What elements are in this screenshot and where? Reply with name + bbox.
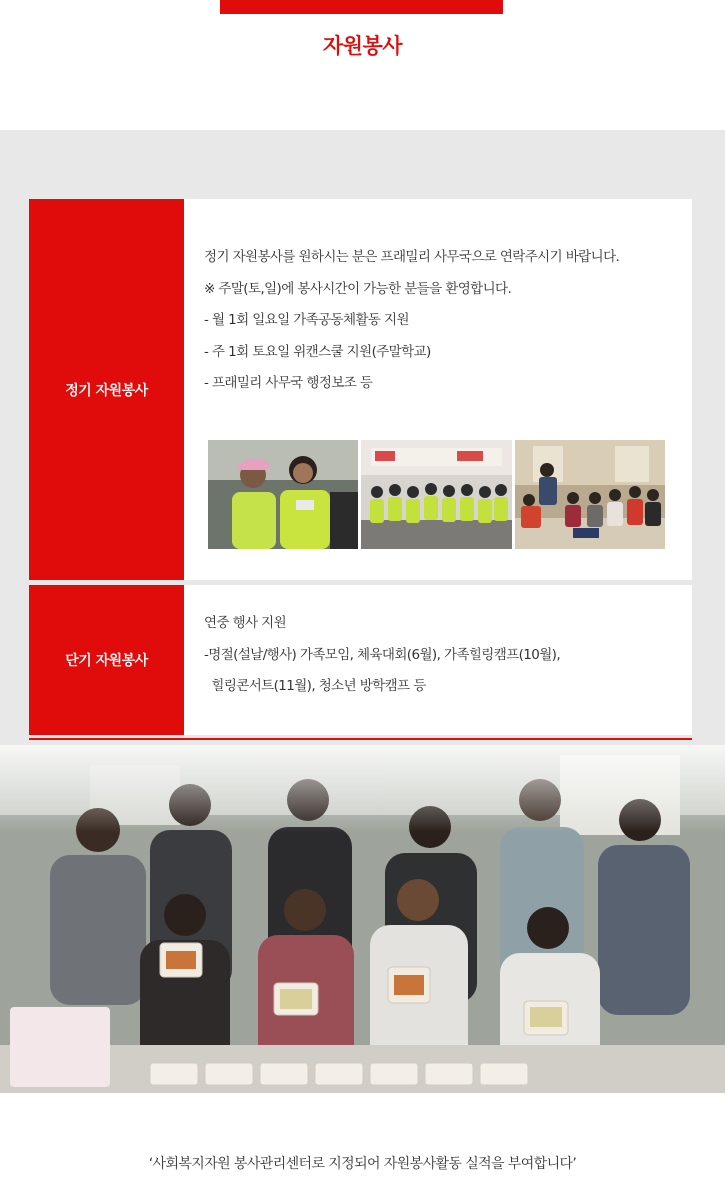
- section-divider: [29, 738, 692, 740]
- regular-line-notice: ※ 주말(토,일)에 봉사시간이 가능한 분들을 환영합니다.: [204, 280, 512, 297]
- short-term-line-intro: 연중 행사 지원: [204, 615, 287, 631]
- regular-volunteer-body: [184, 199, 692, 580]
- volunteer-photo-group-event: [361, 440, 512, 549]
- regular-volunteer-text: [204, 242, 619, 400]
- staff-group-photo: [0, 745, 725, 1093]
- top-accent-bar: [220, 0, 503, 14]
- closing-note: ‘사회복지자원 봉사관리센터로 지정되어 자원봉사활동 실적을 부여합니다’: [148, 1156, 577, 1172]
- short-term-line-events-continued: 힐링콘서트(11월), 청소년 방학캠프 등: [204, 678, 426, 694]
- regular-line-item: - 주 1회 토요일 위캔스쿨 지원(주말학교): [204, 343, 431, 360]
- short-term-volunteer-label: 단기 자원봉사: [29, 585, 184, 735]
- regular-line-item: - 월 1회 일요일 가족공동체활동 지원: [204, 312, 409, 328]
- page-title: 자원봉사: [322, 34, 403, 58]
- regular-volunteer-label: 정기 자원봉사: [29, 199, 184, 580]
- regular-line-item: - 프래밀리 사무국 행정보조 등: [204, 375, 373, 391]
- regular-line-intro: 정기 자원봉사를 원하시는 분은 프래밀리 사무국으로 연락주시기 바랍니다.: [204, 249, 620, 265]
- short-term-line-events: -명절(설날/행사) 가족모임, 체육대회(6월), 가족힐링캠프(10월),: [204, 646, 561, 663]
- volunteer-photo-two-students: [208, 440, 358, 549]
- short-term-volunteer-text: [204, 608, 560, 703]
- regular-volunteer-section: [29, 199, 692, 580]
- volunteer-photo-indoor-group: [515, 440, 665, 549]
- short-term-volunteer-body: [184, 585, 692, 735]
- short-term-volunteer-section: [29, 585, 692, 735]
